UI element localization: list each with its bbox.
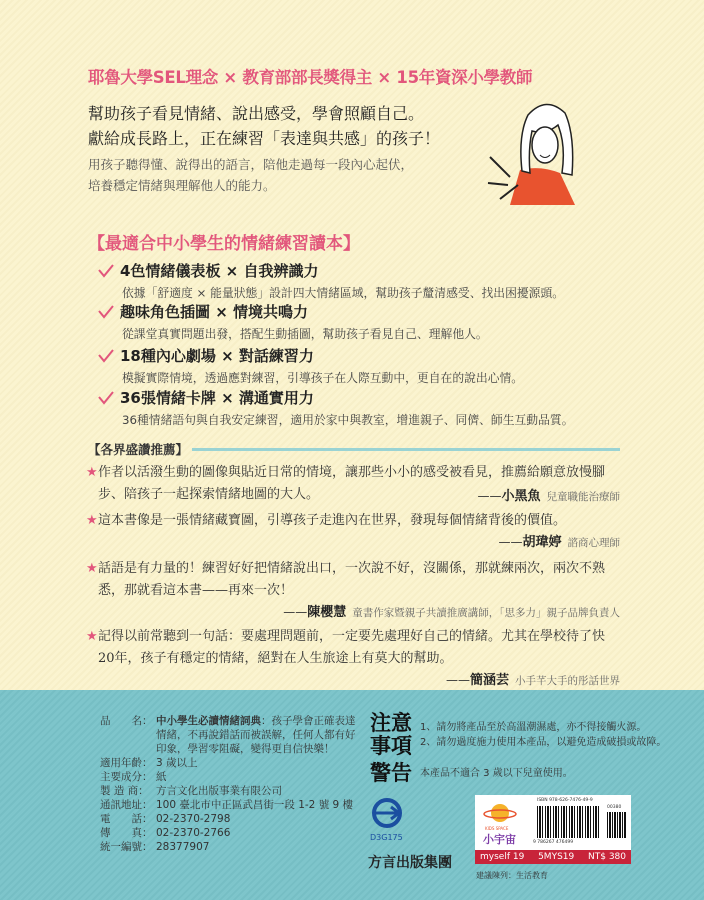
feature-item <box>100 301 620 342</box>
planet-logo-icon <box>483 801 517 825</box>
feature-title: 36張情緒卡牌 × 溝通實用力 <box>120 389 314 407</box>
rec-author: 胡瑋婷 <box>522 535 562 550</box>
rec-author: 簡涵芸 <box>469 673 509 688</box>
feature-item <box>100 260 620 301</box>
dash: —— <box>445 673 470 687</box>
rec-role: 小手芊大手的彤話世界 <box>515 675 620 687</box>
price-bar <box>475 850 631 864</box>
dash: —— <box>283 605 308 619</box>
rec-text: 作者以活潑生動的圖像與貼近日常的情境，讓那些小小的感受被看見，推薦給願意放慢腳步、陪孩子一起探索情緒地圖的大人。 <box>98 465 606 502</box>
info-key: 電 話： <box>100 813 153 825</box>
divider <box>192 448 620 451</box>
info-key: 傳 真： <box>100 827 153 839</box>
notice-label: 事項 <box>370 734 412 758</box>
feature-title: 4色情緒儀表板 × 自我辨識力 <box>120 262 319 280</box>
price-code: 00380 <box>607 805 622 810</box>
feature-title: 18種內心劇場 × 對話練習力 <box>120 347 314 365</box>
series: myself 19 <box>480 852 525 862</box>
info-value: 28377907 <box>156 841 210 853</box>
product-name: 中小學生必讀情緒詞典 <box>156 715 261 727</box>
girl-illustration <box>480 95 590 205</box>
lead-line-1: 幫助孩子看見情緒、說出感受，學會照顧自己。 <box>88 104 425 123</box>
info-key: 通訊地址： <box>100 799 153 811</box>
lead-line-2: 獻給成長路上，正在練習「表達與共感」的孩子！ <box>88 129 441 148</box>
rec-text: 記得以前常聽到一句話：要處理問題前，一定要先處理好自己的情緒。尤其在學校待了快 20年，孩子有穩定的情緒，絕對在人生旅途上有莫大的幫助。 <box>98 629 606 666</box>
recommendations-title: 【各界盛讚推薦】 <box>88 442 189 457</box>
sub-line-2: 培養穩定情緒與理解他人的能力。 <box>88 178 276 193</box>
publisher-logo: 方言出版集團 <box>368 855 452 871</box>
brand-en: KIDS SPACE <box>485 826 509 831</box>
recommendation <box>86 510 620 553</box>
sub-line-1: 用孩子聽得懂、說得出的語言，陪他走過每一段內心起伏， <box>88 157 414 172</box>
info-value: 3 歲以上 <box>156 757 198 769</box>
recommendation <box>86 626 620 691</box>
feature-item <box>100 387 620 428</box>
notice-item: 1、請勿將產品至於高溫潮濕處，亦不得接觸火源。 <box>420 722 647 733</box>
notice-item: 2、請勿過度施力使用本產品，以避免造成破損或故障。 <box>420 737 667 748</box>
safety-mark-icon <box>369 797 405 829</box>
feature-desc: 模擬實際情境，透過應對練習，引導孩子在人際互動中，更自在的說出心情。 <box>122 371 524 385</box>
star-icon: ★ <box>86 465 98 480</box>
recommendation <box>86 558 620 623</box>
check-icon <box>98 264 114 278</box>
star-icon: ★ <box>86 513 98 528</box>
recommendation <box>86 462 620 507</box>
barcode <box>537 806 601 838</box>
shelf-category: 建議陳列：生活教育 <box>476 871 548 880</box>
info-value: 02-2370-2798 <box>156 813 231 825</box>
feature-desc: 依據「舒適度 × 能量狀態」設計四大情緒區域，幫助孩子釐清感受、找出困擾源頭。 <box>122 286 565 300</box>
product-code: 5MYS19 <box>538 852 575 862</box>
rec-text: 這本書像是一張情緒藏寶圖，引導孩子走進內在世界，發現每個情緒背後的價值。 <box>98 513 567 528</box>
isbn: ISBN 978-626-7476-49-9 <box>537 798 593 803</box>
info-key: 製 造 商： <box>100 785 149 797</box>
barcode-digits: 9 786267 476499 <box>533 840 574 845</box>
info-value: 100 臺北市中正區武昌街一段 1-2 號 9 樓 <box>156 799 354 811</box>
dash: —— <box>477 489 502 503</box>
check-icon <box>98 391 114 405</box>
feature-desc: 從課堂真實問題出發，搭配生動插圖，幫助孩子看見自己、理解他人。 <box>122 327 488 341</box>
dash: —— <box>498 535 523 549</box>
star-icon: ★ <box>86 561 98 576</box>
info-value: 紙 <box>156 771 167 783</box>
warning-label: 警告 <box>370 761 412 785</box>
feature-item <box>100 345 620 386</box>
info-key: 主要成分： <box>100 771 153 783</box>
info-value: 02-2370-2766 <box>156 827 231 839</box>
rec-role: 兒童職能治療師 <box>546 491 620 503</box>
rec-author: 小黑魚 <box>501 489 541 504</box>
info-value: 方言文化出版事業有限公司 <box>156 785 282 797</box>
notice-block <box>370 712 666 785</box>
feature-title: 趣味角色插圖 × 情境共鳴力 <box>120 303 309 321</box>
product-desc: ：孩子學會正確表達情緒，不再說錯話而被誤解，任何人都有好印象，學習零阻礙，變得更自信快樂！ <box>156 715 356 755</box>
notice-label: 注意 <box>370 711 412 735</box>
check-icon <box>98 349 114 363</box>
feature-desc: 36種情緒語句與自我安定練習，適用於家中與教室，增進親子、同儕、師生互動品質。 <box>122 413 574 427</box>
warning-text: 本產品不適合 3 歲以下兒童使用。 <box>420 768 573 779</box>
section-title: 【最適合中小學生的情緒練習讀本】 <box>88 234 360 254</box>
brand-logo: 小宇宙 <box>483 833 516 846</box>
check-icon <box>98 305 114 319</box>
star-icon: ★ <box>86 629 98 644</box>
recommendations-header <box>88 440 620 458</box>
price: NT$ 380 <box>588 852 626 862</box>
rec-role: 童書作家暨親子共讀推廣講師，「思多力」親子品牌負責人 <box>352 607 620 619</box>
headline: 耶魯大學SEL理念 × 教育部部長獎得主 × 15年資深小學教師 <box>88 68 533 87</box>
mark-code: D3G175 <box>370 833 403 842</box>
rec-text: 話語是有力量的！練習好好把情緒說出口，一次說不好，沒關係，那就練兩次，兩次不熟悉，那就看這本書——再來一次！ <box>98 561 606 598</box>
product-info <box>100 714 360 854</box>
info-key: 統一編號： <box>100 841 153 853</box>
rec-author: 陳櫻慧 <box>307 605 347 620</box>
rec-role: 諮商心理師 <box>567 537 620 549</box>
info-key: 適用年齡： <box>100 757 153 769</box>
info-key: 品 名： <box>100 715 153 727</box>
price-barcode <box>607 812 627 838</box>
